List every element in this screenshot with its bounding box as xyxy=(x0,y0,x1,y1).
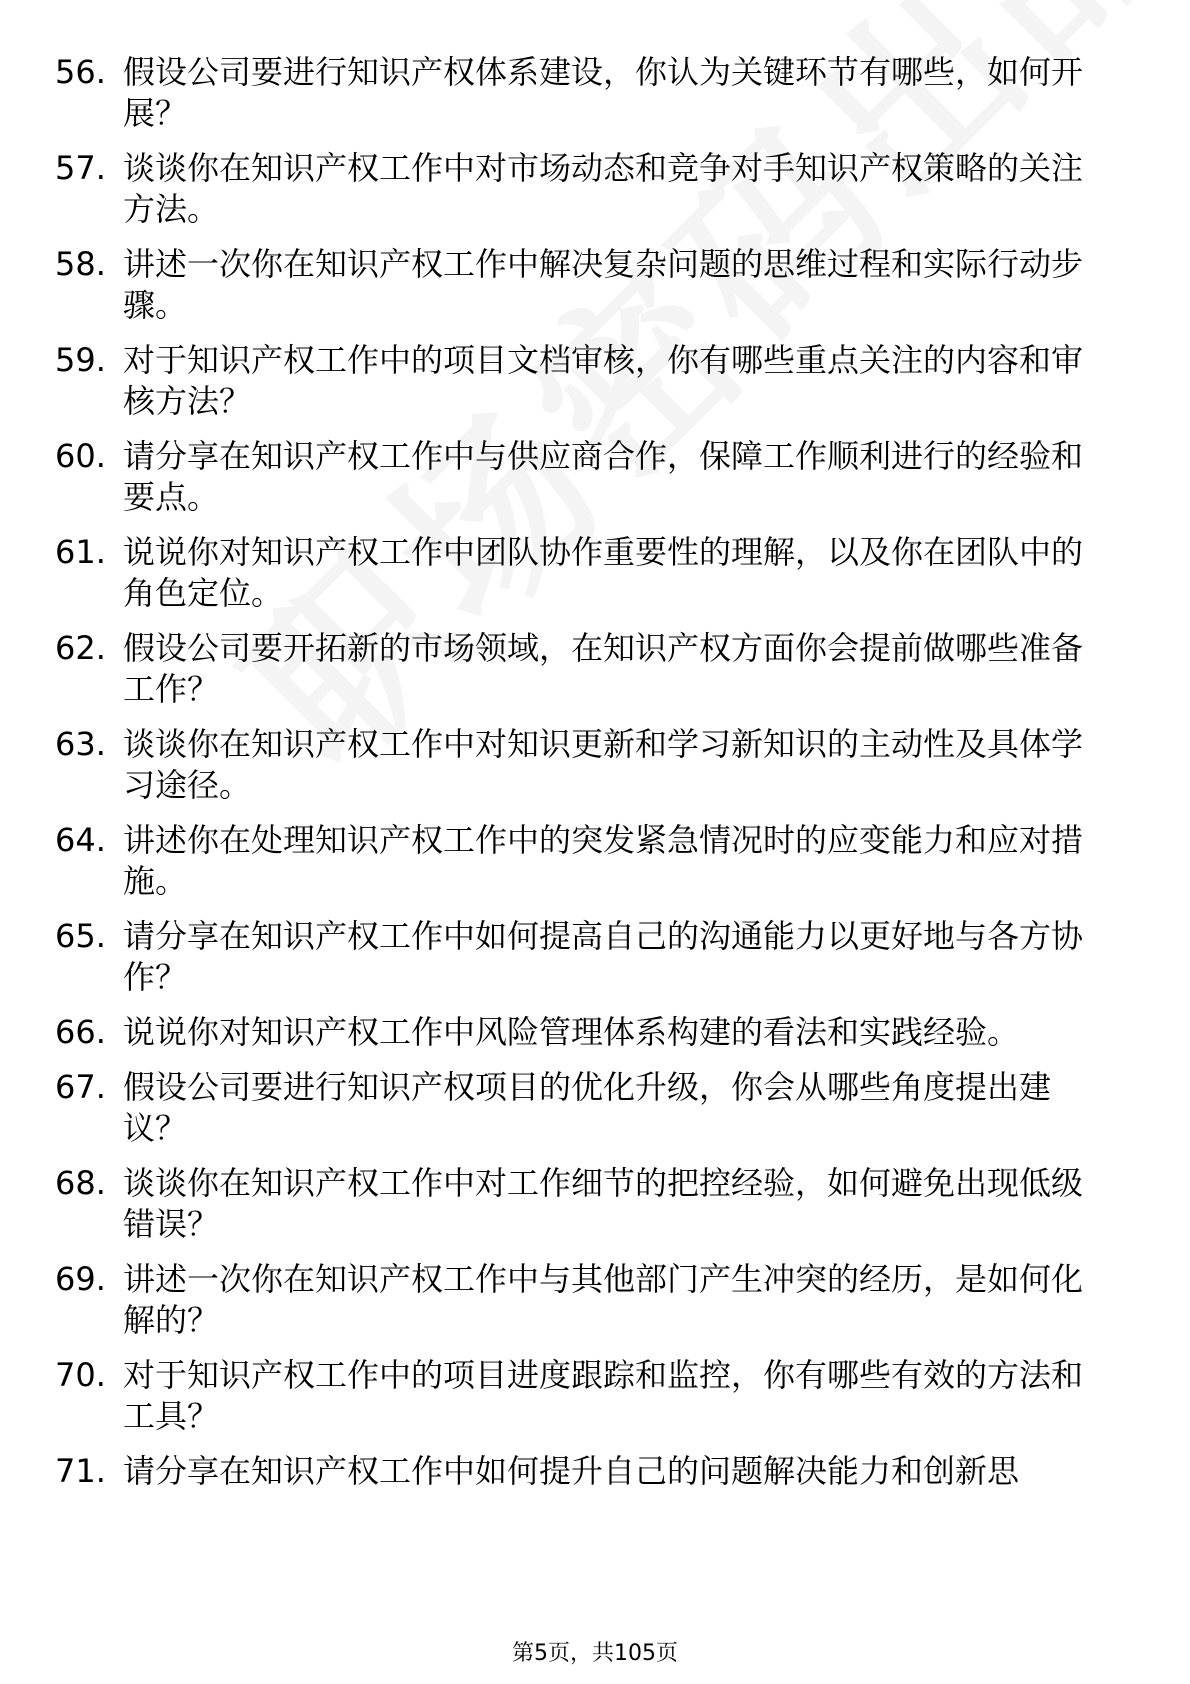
question-number: 70. xyxy=(55,1356,106,1394)
list-item xyxy=(55,1259,1105,1341)
question-text: 谈谈你在知识产权工作中对知识更新和学习新知识的主动性及具体学习途径。 xyxy=(123,725,1084,804)
question-text: 对于知识产权工作中的项目进度跟踪和监控，你有哪些有效的方法和工具？ xyxy=(123,1356,1084,1435)
question-number: 56. xyxy=(55,53,106,91)
question-number: 62. xyxy=(55,629,106,667)
list-item xyxy=(55,148,1105,230)
list-item xyxy=(55,628,1105,710)
question-number: 65. xyxy=(55,917,106,955)
question-text: 谈谈你在知识产权工作中对市场动态和竞争对手知识产权策略的关注方法。 xyxy=(123,149,1084,228)
question-text: 说说你对知识产权工作中风险管理体系构建的看法和实践经验。 xyxy=(123,1013,1020,1051)
list-item xyxy=(55,820,1105,902)
question-number: 69. xyxy=(55,1260,106,1298)
list-item xyxy=(55,244,1105,326)
question-number: 63. xyxy=(55,725,106,763)
question-number: 57. xyxy=(55,149,106,187)
question-number: 61. xyxy=(55,533,106,571)
question-text: 讲述一次你在知识产权工作中与其他部门产生冲突的经历，是如何化解的？ xyxy=(123,1260,1084,1339)
question-number: 71. xyxy=(55,1452,106,1490)
question-number: 68. xyxy=(55,1164,106,1202)
list-item xyxy=(55,1451,1105,1492)
list-item xyxy=(55,1012,1105,1053)
question-text: 假设公司要开拓新的市场领域，在知识产权方面你会提前做哪些准备工作？ xyxy=(123,629,1084,708)
question-text: 说说你对知识产权工作中团队协作重要性的理解，以及你在团队中的角色定位。 xyxy=(123,533,1084,612)
question-text: 假设公司要进行知识产权项目的优化升级，你会从哪些角度提出建议？ xyxy=(123,1068,1052,1147)
question-number: 59. xyxy=(55,341,106,379)
question-list xyxy=(55,52,1105,1506)
question-number: 67. xyxy=(55,1068,106,1106)
question-text: 讲述你在处理知识产权工作中的突发紧急情况时的应变能力和应对措施。 xyxy=(123,821,1084,900)
question-text: 对于知识产权工作中的项目文档审核，你有哪些重点关注的内容和审核方法？ xyxy=(123,341,1084,420)
list-item xyxy=(55,436,1105,518)
question-text: 谈谈你在知识产权工作中对工作细节的把控经验，如何避免出现低级错误？ xyxy=(123,1164,1084,1243)
list-item xyxy=(55,52,1105,134)
list-item xyxy=(55,532,1105,614)
question-text: 请分享在知识产权工作中与供应商合作，保障工作顺利进行的经验和要点。 xyxy=(123,437,1084,516)
list-item xyxy=(55,724,1105,806)
list-item xyxy=(55,340,1105,422)
question-number: 66. xyxy=(55,1013,106,1051)
list-item xyxy=(55,1163,1105,1245)
list-item xyxy=(55,916,1105,998)
list-item xyxy=(55,1067,1105,1149)
question-number: 58. xyxy=(55,245,106,283)
page-footer: 第5页，共105页 xyxy=(512,1641,678,1666)
question-text: 讲述一次你在知识产权工作中解决复杂问题的思维过程和实际行动步骤。 xyxy=(123,245,1084,324)
list-item xyxy=(55,1355,1105,1437)
question-text: 请分享在知识产权工作中如何提升自己的问题解决能力和创新思 xyxy=(123,1452,1020,1490)
question-number: 64. xyxy=(55,821,106,859)
question-text: 请分享在知识产权工作中如何提高自己的沟通能力以更好地与各方协作？ xyxy=(123,917,1084,996)
question-text: 假设公司要进行知识产权体系建设，你认为关键环节有哪些，如何开展？ xyxy=(123,53,1084,132)
question-number: 60. xyxy=(55,437,106,475)
